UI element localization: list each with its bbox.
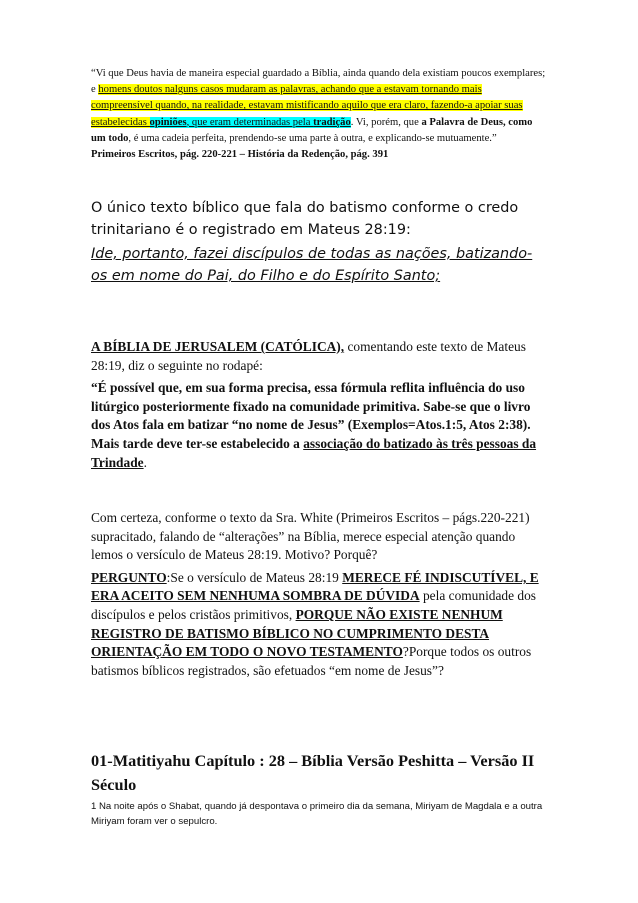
quote-highlight-tradition: tradição: [313, 116, 351, 128]
white-quote-text: [91, 66, 546, 147]
quote-plain-3: , é uma cadeia perfeita, prendendo-se uma parte à outra, e explicando-se mutuamente.”: [128, 132, 497, 144]
question-ask: [91, 569, 546, 681]
ask-text-2: pela comunidade dos discípulos e pelos cristãos primitivos,: [91, 588, 537, 622]
footnote-trinity: associação do batizado às três pessoas da Trindade: [91, 435, 537, 470]
footnote-text: “É possível que, em sua forma precisa, essa fórmula reflita influência do uso litúrgico posteriormente fixado na comunidade primitiva. Sabe-se que o livro dos Atos fala em batizar “no nome de Jesus” (Exemplos=Atos.1:5, Atos 2:38). Mais tarde deve ter-se estabelecido a: [91, 380, 531, 451]
quote-highlight-opinions: opiniões: [149, 116, 187, 128]
quote-bold-word-of-god: a Palavra de Deus, como um todo: [91, 116, 533, 144]
quote-plain-1: “Vi que Deus havia de maneira especial guardado a Bíblia, ainda quando dela existiam poucos exemplares; e: [91, 68, 546, 96]
jerusalem-text: comentando este texto de Mateus 28:19, diz o seguinte no rodapé:: [91, 339, 526, 373]
quote-source: Primeiros Escritos, pág. 220-221 – História da Redenção, pág. 391: [91, 149, 389, 161]
chapter-verse-1: 1 Na noite após o Shabat, quando já despontava o primeiro dia da semana, Miriyam de Magdala e a outra Miriyam foram ver o sepulcro.: [91, 801, 543, 827]
ask-text-1: :Se o versículo de Mateus 28:19: [166, 569, 343, 585]
ask-emphasis-1: MERECE FÉ INDISCUTÍVEL, E ERA ACEITO SEM NENHUMA SOMBRA DE DÚVIDA: [91, 569, 539, 604]
intro-section: [91, 197, 546, 287]
ask-text-3: ?Porque todos os outros batismos bíblicos registrados, são efetuados “em nome de Jesus”?: [91, 644, 532, 678]
matthew-verse: Ide, portanto, fazei discípulos de todas as nações, batizando-os em nome do Pai, do Filho e do Espírito Santo;: [91, 246, 533, 284]
footnote-end: .: [143, 454, 147, 470]
jerusalem-section: [91, 338, 546, 472]
ask-label: PERGUNTO: [91, 569, 167, 585]
question-text: Com certeza, conforme o texto da Sra. White (Primeiros Escritos – págs.220-221) supracitado, falando de “alterações” na Bíblia, merece especial atenção quando lemos o versículo de Mateus 28:19. Motivo? Porquê?: [91, 510, 530, 563]
quote-highlight-changed-words: homens doutos nalguns casos mudaram as palavras, achando que a estavam tornando mais compreensível quando, na realidade, estavam mistificando aquilo que era claro, fazendo-a apoiar suas estabelecidas: [91, 84, 523, 128]
white-quote: [91, 66, 546, 163]
question-section: [91, 509, 546, 680]
quote-highlight-determined: , que eram determinadas pela: [186, 116, 314, 128]
quote-plain-2: . Vi, porém, que: [350, 116, 422, 128]
jerusalem-heading: A BÍBLIA DE JERUSALEM (CATÓLICA),: [91, 339, 345, 354]
chapter-heading: 01-Matitiyahu Capítulo : 28 – Bíblia Versão Peshitta – Versão II Século: [91, 751, 535, 794]
jerusalem-footnote: [91, 379, 546, 472]
ask-emphasis-2: PORQUE NÃO EXISTE NENHUM REGISTRO DE BATISMO BÍBLICO NO CUMPRIMENTO DESTA ORIENTAÇÃO EM TODO O NOVO TESTAMENTO: [91, 606, 503, 660]
jerusalem-intro: [91, 338, 546, 375]
intro-text: O único texto bíblico que fala do batismo conforme o credo trinitariano é o registrado em Mateus 28:19:: [91, 200, 519, 238]
